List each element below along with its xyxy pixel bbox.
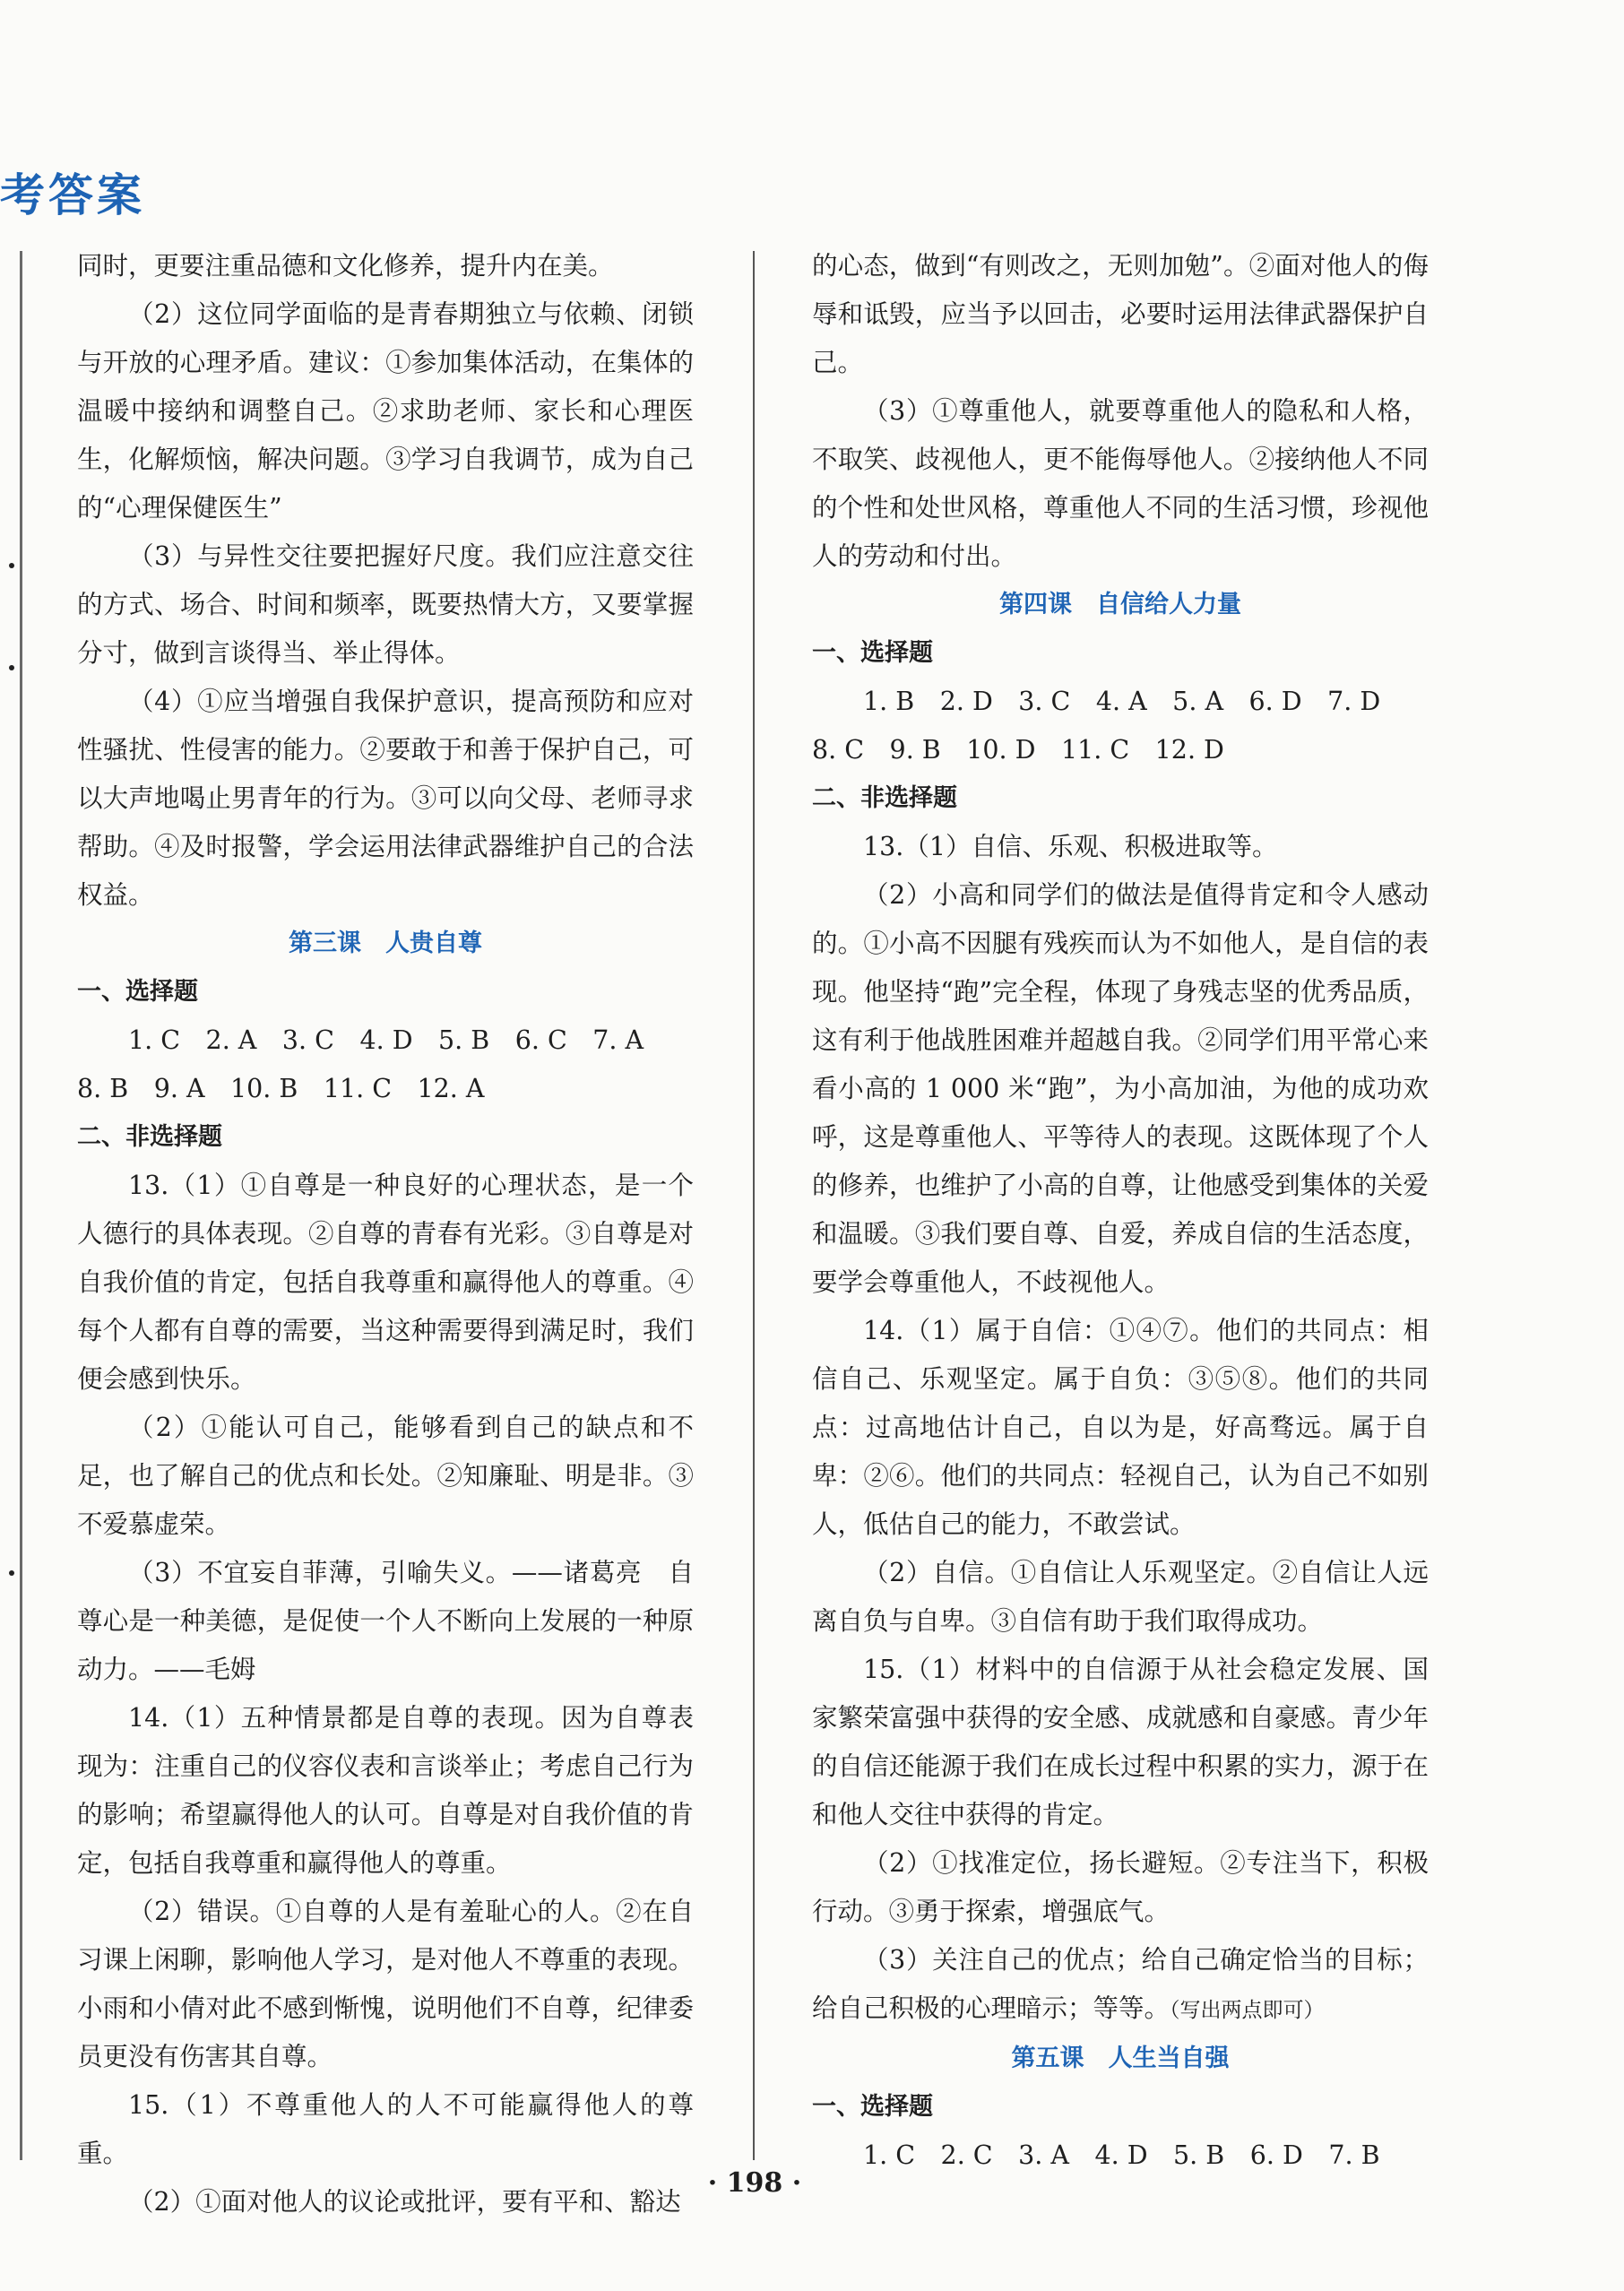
answer-paragraph — [77, 290, 694, 532]
paragraph-text: （2）小高和同学们的做法是值得肯定和令人感动的。①小高不因腿有残疾而认为不如他人，是自信的表现。他坚持“跑”完全程，体现了身残志坚的优秀品质，这有利于他战胜困难并超越自我。②同学们用平常心来看小高的 1 000 米“跑”，为小高加油，为他的成功欢呼，这是尊重他人、平等待人的表现。这既体现了个人的修养，也维护了小高的自尊，让他感受到集体的关爱和温暖。③我们要自尊、自爱，养成自信的生活态度，要学会尊重他人，不歧视他人。 — [812, 880, 1429, 1297]
question-type-heading — [812, 629, 1429, 678]
answer-paragraph — [812, 823, 1429, 871]
right-column — [812, 242, 1429, 2180]
lesson-heading — [77, 920, 694, 968]
answer-paragraph — [77, 532, 694, 678]
margin-dot — [9, 1570, 14, 1576]
answer-paragraph — [812, 1307, 1429, 1549]
question-type-heading — [812, 774, 1429, 823]
paragraph-text: 13.（1）①自尊是一种良好的心理状态，是一个人德行的具体表现。②自尊的青春有光彩。③自尊是对自我价值的肯定，包括自我尊重和赢得他人的尊重。④每个人都有自尊的需要，当这种需要得到满足时，我们便会感到快乐。 — [77, 1171, 694, 1394]
paragraph-text: 14.（1）五种情景都是自尊的表现。因为自尊表现为：注重自己的仪容仪表和言谈举止；考虑自己行为的影响；希望赢得他人的认可。自尊是对自我价值的肯定，包括自我尊重和赢得他人的尊重。 — [77, 1703, 694, 1878]
choice-answers — [77, 1016, 694, 1065]
paragraph-text: 8. B 9. A 10. B 11. C 12. A — [77, 1074, 485, 1103]
paragraph-text: 1. C 2. C 3. A 4. D 5. B 6. D 7. B — [863, 2140, 1380, 2170]
paragraph-text: （2）①找准定位，扬长避短。②专注当下，积极行动。③勇于探索，增强底气。 — [812, 1848, 1429, 1926]
margin-dot — [9, 563, 14, 568]
paragraph-text: （2）这位同学面临的是青春期独立与依赖、闭锁与开放的心理矛盾。建议：①参加集体活动，在集体的温暖中接纳和调整自己。②求助老师、家长和心理医生，化解烦恼，解决问题。③学习自我调节，成为自己的“心理保健医生” — [77, 299, 694, 523]
choice-answers — [812, 726, 1429, 774]
answer-paragraph — [812, 387, 1429, 581]
answer-paragraph — [812, 1549, 1429, 1646]
answer-paragraph — [77, 2081, 694, 2178]
paragraph-text: 1. C 2. A 3. C 4. D 5. B 6. C 7. A — [128, 1025, 644, 1055]
paragraph-text: （2）错误。①自尊的人是有羞耻心的人。②在自习课上闲聊，影响他人学习，是对他人不尊重的表现。小雨和小倩对此不感到惭愧，说明他们不自尊，纪律委员更没有伤害其自尊。 — [77, 1897, 694, 2071]
answer-key-heading: 考答案 — [0, 169, 145, 221]
answer-paragraph — [812, 242, 1429, 387]
question-type-heading — [77, 968, 694, 1016]
paragraph-text: （2）①能认可自己，能够看到自己的缺点和不足，也了解自己的优点和长处。②知廉耻、明是非。③不爱慕虚荣。 — [77, 1413, 694, 1539]
paragraph-text: 15.（1）不尊重他人的人不可能赢得他人的尊重。 — [77, 2090, 694, 2168]
answer-paragraph — [77, 1162, 694, 1404]
answer-paragraph — [77, 1888, 694, 2081]
paragraph-text: 一、选择题 — [812, 639, 933, 667]
answer-paragraph — [77, 1404, 694, 1549]
paragraph-text: （2）自信。①自信让人乐观坚定。②自信让人远离自负与自卑。③自信有助于我们取得成功。 — [812, 1558, 1429, 1636]
paragraph-text: （3）关注自己的优点；给自己确定恰当的目标；给自己积极的心理暗示；等等。 — [812, 1945, 1429, 2023]
paragraph-text: 第四课 自信给人力量 — [999, 591, 1241, 618]
answer-paragraph — [812, 871, 1429, 1307]
paragraph-text: 8. C 9. B 10. D 11. C 12. D — [812, 735, 1224, 765]
paragraph-text: （2）①面对他人的议论或批评，要有平和、豁达 — [128, 2187, 681, 2217]
paragraph-text: （3）①尊重他人，就要尊重他人的隐私和人格，不取笑、歧视他人，更不能侮辱他人。②接纳他人不同的个性和处世风格，尊重他人不同的生活习惯，珍视他人的劳动和付出。 — [812, 396, 1429, 571]
lesson-heading — [812, 2035, 1429, 2083]
paragraph-text: 同时，更要注重品德和文化修养，提升内在美。 — [77, 251, 614, 281]
answer-paragraph — [77, 242, 694, 290]
answer-paragraph — [77, 1694, 694, 1888]
paragraph-text: 13.（1）自信、乐观、积极进取等。 — [863, 832, 1278, 861]
question-type-heading — [812, 2083, 1429, 2131]
page-number: · 198 · — [707, 2167, 802, 2199]
left-margin-rule — [20, 251, 22, 2160]
paragraph-text: （3）不宜妄自菲薄，引喻失义。——诸葛亮 自尊心是一种美德，是促使一个人不断向上发展的一种原动力。——毛姆 — [77, 1558, 694, 1684]
paragraph-text: 第五课 人生当自强 — [1011, 2045, 1230, 2072]
paragraph-text: （3）与异性交往要把握好尺度。我们应注意交往的方式、场合、时间和频率，既要热情大方，又要掌握分寸，做到言谈得当、举止得体。 — [77, 541, 694, 668]
answer-paragraph — [77, 678, 694, 920]
lesson-heading — [812, 581, 1429, 629]
choice-answers — [812, 678, 1429, 726]
paragraph-text: 第三课 人贵自尊 — [289, 929, 482, 957]
paragraph-text: 的心态，做到“有则改之，无则加勉”。②面对他人的侮辱和诋毁，应当予以回击，必要时运用法律武器保护自己。 — [812, 251, 1429, 377]
choice-answers — [77, 1065, 694, 1113]
margin-dot — [9, 665, 14, 670]
question-type-heading — [77, 1113, 694, 1162]
answer-note: （写出两点即可） — [1170, 1999, 1325, 2022]
paragraph-text: （4）①应当增强自我保护意识，提高预防和应对性骚扰、性侵害的能力。②要敢于和善于保护自己，可以大声地喝止男青年的行为。③可以向父母、老师寻求帮助。④及时报警，学会运用法律武器维护自己的合法权益。 — [77, 687, 694, 910]
paragraph-text: 二、非选择题 — [77, 1123, 222, 1151]
paragraph-text: 1. B 2. D 3. C 4. A 5. A 6. D 7. D — [863, 687, 1381, 716]
paragraph-text: 14.（1）属于自信：①④⑦。他们的共同点：相信自己、乐观坚定。属于自负：③⑤⑧。他们的共同点：过高地估计自己，自以为是，好高骛远。属于自卑：②⑥。他们的共同点：轻视自己，认为自己不如别人，低估自己的能力，不敢尝试。 — [812, 1316, 1429, 1539]
paragraph-text: 一、选择题 — [812, 2093, 933, 2121]
answer-paragraph — [812, 1839, 1429, 1936]
paragraph-text: 一、选择题 — [77, 978, 198, 1006]
paragraph-text: 二、非选择题 — [812, 784, 957, 812]
answer-paragraph — [812, 1646, 1429, 1839]
left-column — [77, 242, 694, 2226]
paragraph-text: 15.（1）材料中的自信源于从社会稳定发展、国家繁荣富强中获得的安全感、成就感和自豪感。青少年的自信还能源于我们在成长过程中积累的实力，源于在和他人交往中获得的肯定。 — [812, 1655, 1429, 1829]
answer-paragraph — [812, 1936, 1429, 2035]
answer-paragraph — [77, 1549, 694, 1694]
column-divider — [753, 251, 755, 2160]
